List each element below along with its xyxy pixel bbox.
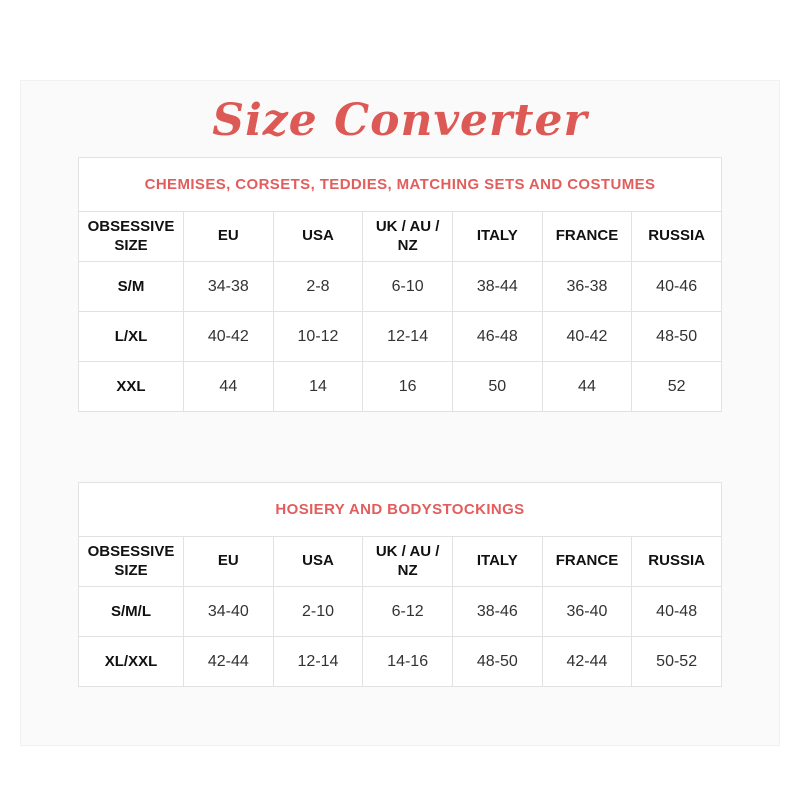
size-cell: 50 bbox=[452, 362, 542, 412]
row-label: S/M bbox=[79, 262, 184, 312]
size-cell: 40-42 bbox=[184, 312, 274, 362]
size-cell: 46-48 bbox=[452, 312, 542, 362]
table-header-row bbox=[79, 537, 722, 587]
size-cell: 44 bbox=[542, 362, 632, 412]
size-cell: 14 bbox=[273, 362, 363, 412]
content-panel bbox=[20, 80, 780, 746]
table-header-row bbox=[79, 212, 722, 262]
size-cell: 38-46 bbox=[452, 587, 542, 637]
table-caption: HOSIERY AND BODYSTOCKINGS bbox=[79, 483, 722, 537]
size-cell: 16 bbox=[363, 362, 453, 412]
table-caption-row bbox=[79, 483, 722, 537]
column-header-france: FRANCE bbox=[542, 212, 632, 262]
column-header-usa: USA bbox=[273, 537, 363, 587]
size-cell: 2-10 bbox=[273, 587, 363, 637]
size-cell: 34-38 bbox=[184, 262, 274, 312]
page-title: Size Converter bbox=[212, 95, 588, 146]
column-header-france: FRANCE bbox=[542, 537, 632, 587]
size-cell: 48-50 bbox=[452, 637, 542, 687]
table-caption: CHEMISES, CORSETS, TEDDIES, MATCHING SETS AND COSTUMES bbox=[79, 158, 722, 212]
column-header-russia: RUSSIA bbox=[632, 537, 722, 587]
row-label: S/M/L bbox=[79, 587, 184, 637]
size-cell: 40-42 bbox=[542, 312, 632, 362]
row-label: XL/XXL bbox=[79, 637, 184, 687]
size-cell: 44 bbox=[184, 362, 274, 412]
column-header-russia: RUSSIA bbox=[632, 212, 722, 262]
size-table-chemises bbox=[78, 157, 722, 412]
table-row bbox=[79, 312, 722, 362]
column-header-uk-au-nz: UK / AU / NZ bbox=[363, 537, 453, 587]
size-table-hosiery bbox=[78, 482, 722, 687]
column-header-italy: ITALY bbox=[452, 212, 542, 262]
size-cell: 40-46 bbox=[632, 262, 722, 312]
row-label: L/XL bbox=[79, 312, 184, 362]
size-cell: 42-44 bbox=[542, 637, 632, 687]
column-header-obsessive-size: OBSESSIVE SIZE bbox=[79, 537, 184, 587]
column-header-eu: EU bbox=[184, 212, 274, 262]
size-cell: 14-16 bbox=[363, 637, 453, 687]
column-header-usa: USA bbox=[273, 212, 363, 262]
size-cell: 34-40 bbox=[184, 587, 274, 637]
size-cell: 12-14 bbox=[363, 312, 453, 362]
table-caption-row bbox=[79, 158, 722, 212]
column-header-italy: ITALY bbox=[452, 537, 542, 587]
size-cell: 36-40 bbox=[542, 587, 632, 637]
size-cell: 42-44 bbox=[184, 637, 274, 687]
size-cell: 52 bbox=[632, 362, 722, 412]
size-cell: 2-8 bbox=[273, 262, 363, 312]
size-cell: 12-14 bbox=[273, 637, 363, 687]
size-cell: 36-38 bbox=[542, 262, 632, 312]
size-cell: 6-12 bbox=[363, 587, 453, 637]
table-row bbox=[79, 637, 722, 687]
row-label: XXL bbox=[79, 362, 184, 412]
size-cell: 6-10 bbox=[363, 262, 453, 312]
column-header-uk-au-nz: UK / AU / NZ bbox=[363, 212, 453, 262]
size-cell: 10-12 bbox=[273, 312, 363, 362]
column-header-obsessive-size: OBSESSIVE SIZE bbox=[79, 212, 184, 262]
size-cell: 38-44 bbox=[452, 262, 542, 312]
table-row bbox=[79, 587, 722, 637]
column-header-eu: EU bbox=[184, 537, 274, 587]
size-cell: 48-50 bbox=[632, 312, 722, 362]
size-cell: 40-48 bbox=[632, 587, 722, 637]
size-cell: 50-52 bbox=[632, 637, 722, 687]
table-row bbox=[79, 362, 722, 412]
table-row bbox=[79, 262, 722, 312]
